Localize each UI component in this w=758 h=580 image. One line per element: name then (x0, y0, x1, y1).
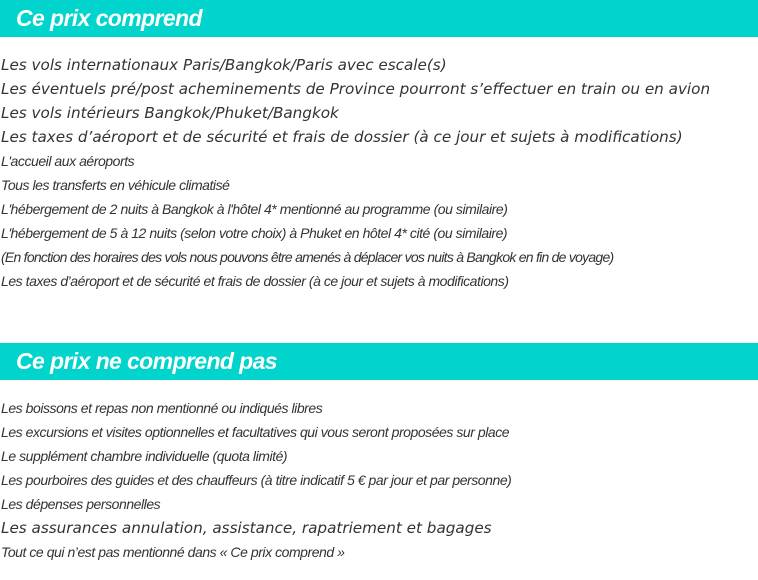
list-item: Les taxes d’aéroport et de sécurité et frais de dossier (à ce jour et sujets à modifications) (1, 128, 683, 146)
list-item: L'hébergement de 5 à 12 nuits (selon votre choix) à Phuket en hôtel 4* cité (ou similaire) (1, 225, 508, 241)
list-item: Les assurances annulation, assistance, rapatriement et bagages (1, 519, 492, 537)
list-item: L'accueil aux aéroports (1, 153, 135, 169)
list-item: Tous les transferts en véhicule climatisé (1, 177, 230, 193)
list-item: Les dépenses personnelles (1, 496, 161, 512)
list-item: Les excursions et visites optionnelles et facultatives qui vous seront proposées sur place (1, 424, 510, 440)
list-item: Les éventuels pré/post acheminements de Province pourront s’effectuer en train ou en avion (1, 80, 711, 98)
list-item: L'hébergement de 2 nuits à Bangkok à l'hôtel 4* mentionné au programme (ou similaire) (1, 201, 508, 217)
list-item: (En fonction des horaires des vols nous pouvons être amenés à déplacer vos nuits à Bangkok en fin de voyage) (1, 249, 614, 265)
included-section-title: Ce prix comprend (0, 0, 758, 37)
list-item: Les vols intérieurs Bangkok/Phuket/Bangkok (1, 104, 339, 122)
list-item: Tout ce qui n’est pas mentionné dans « Ce prix comprend » (1, 544, 345, 560)
list-item: Le supplément chambre individuelle (quota limité) (1, 448, 288, 464)
excluded-section-title: Ce prix ne comprend pas (0, 343, 758, 380)
list-item: Les taxes d’aéroport et de sécurité et frais de dossier (à ce jour et sujets à modifications) (1, 273, 509, 289)
list-item: Les vols internationaux Paris/Bangkok/Paris avec escale(s) (1, 56, 447, 74)
list-item: Les pourboires des guides et des chauffeurs (à titre indicatif 5 € par jour et par personne) (1, 472, 512, 488)
list-item: Les boissons et repas non mentionné ou indiqués libres (1, 400, 323, 416)
